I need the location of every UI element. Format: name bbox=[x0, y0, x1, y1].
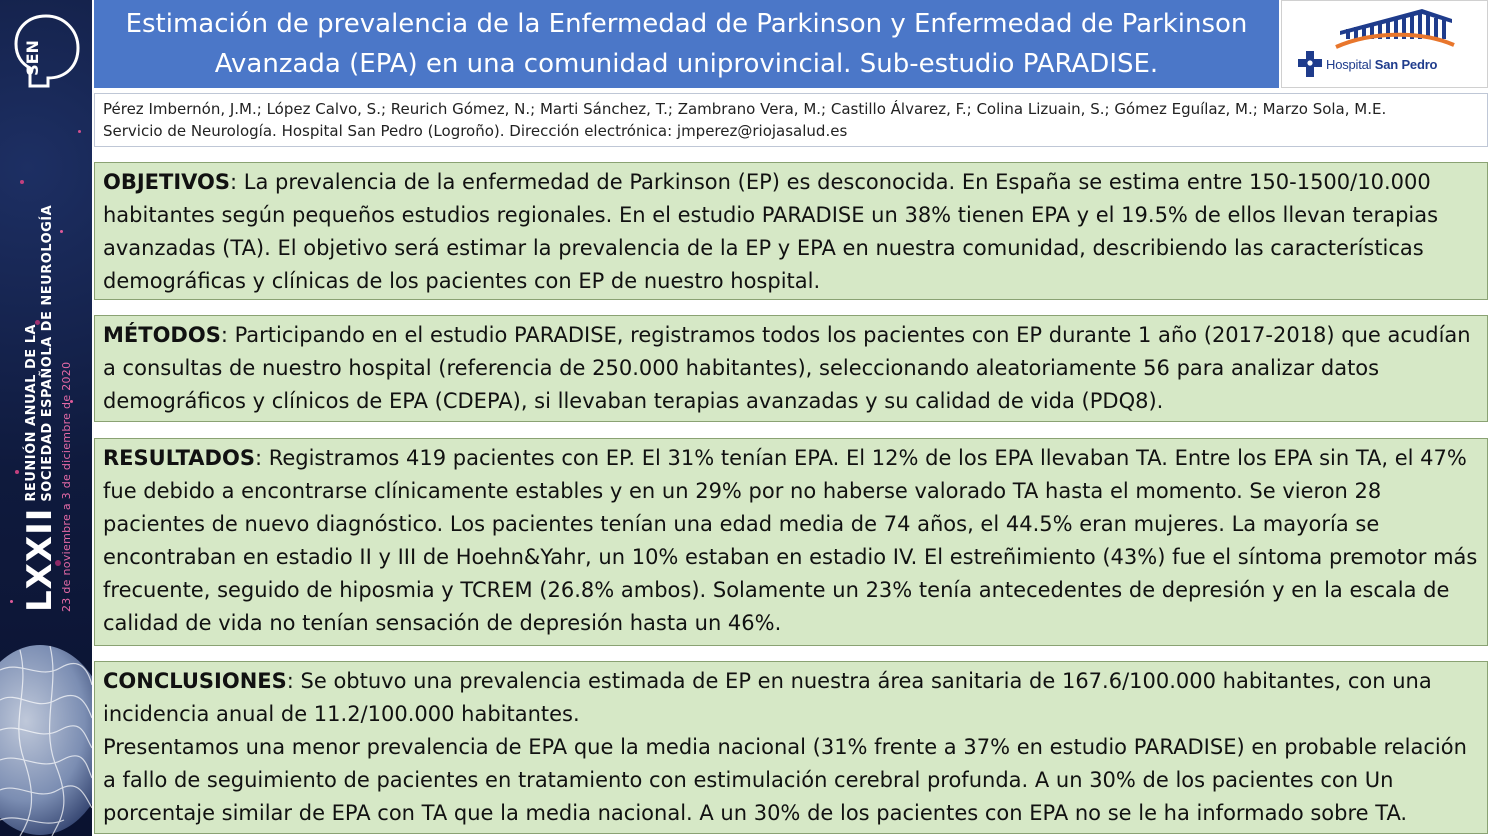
conclusiones-title: CONCLUSIONES bbox=[103, 669, 287, 693]
objetivos-text: : La prevalencia de la enfermedad de Parkinson (EP) es desconocida. En España se estima entre 150-1500/10.000 habitantes según pequeños estudios regionales. En el estudio PARADISE un 38% tienen EPA y el 19.5% de ellos llevan terapias avanzadas (TA). El objetivo será estimar la prevalencia de la EP y EPA en nuestra comunidad, describiendo las características demográficas y clínicas de los pacientes con EP de nuestro hospital. bbox=[103, 170, 1439, 293]
metodos-text: : Participando en el estudio PARADISE, registramos todos los pacientes con EP durante 1 año (2017-2018) que acudían a consultas de nuestro hospital (referencia de 250.000 habitantes), seleccionando aleatoriamente 56 para analizar datos demográficos y clínicos de EPA (CDEPA), si llevaban terapias avanzadas y su calidad de vida (PDQ8). bbox=[103, 323, 1471, 413]
hospital-building-icon bbox=[1282, 1, 1488, 57]
objetivos-paragraph bbox=[103, 166, 1479, 298]
hospital-name bbox=[1326, 57, 1437, 72]
brain-illustration-icon bbox=[0, 630, 92, 836]
metodos-paragraph bbox=[103, 319, 1479, 418]
congress-edition: LXXII bbox=[20, 507, 60, 612]
hospital-logo bbox=[1281, 0, 1488, 88]
congress-title bbox=[6, 202, 90, 612]
author-list: Pérez Imbernón, J.M.; López Calvo, S.; Reurich Gómez, N.; Marti Sánchez, T.; Zambrano Vera, M.; Castillo Álvarez, F.; Colina Lizuain, S.; Gómez Eguílaz, M.; Marzo Sola, M.E. bbox=[103, 100, 1387, 118]
poster-title-line1: Estimación de prevalencia de la Enfermedad de Parkinson y Enfermedad de Parkinson bbox=[125, 9, 1248, 39]
congress-dates: 23 de noviembre a 3 de diciembre de 2020 bbox=[60, 361, 73, 612]
metodos-title: MÉTODOS bbox=[103, 323, 221, 347]
sen-logo bbox=[8, 10, 84, 94]
medical-cross-icon bbox=[1298, 51, 1322, 77]
conclusiones-paragraph-2: Presentamos una menor prevalencia de EPA que la media nacional (31% frente a 37% en estudio PARADISE) en probable relación a fallo de seguimiento de pacientes en tratamiento con estimulación cerebral profunda. A un 30% de los pacientes con Un porcentaje similar de EPA con TA que la media nacional. A un 30% de los pacientes con EPA no se le ha informado sobre TA. bbox=[103, 735, 1467, 825]
sen-logo-text: SEN bbox=[23, 40, 42, 76]
objetivos-title: OBJETIVOS bbox=[103, 170, 231, 194]
section-metodos bbox=[94, 315, 1488, 422]
resultados-text: : Registramos 419 pacientes con EP. El 31% tenían EPA. El 12% de los EPA llevaban TA. Entre los EPA sin TA, el 47% fue debido a encontrarse clínicamente estables y en un 29% por no haberse valorado TA hasta el momento. Se vieron 28 pacientes de nuevo diagnóstico. Los pacientes tenían una edad media de 74 años, el 44.5% eran mujeres. La mayoría se encontraban en estadio II y III de Hoehn&Yahr, un 10% estaban en estadio IV. El estreñimiento (43%) fue el síntoma premotor más frecuente, seguido de hiposmia y TCREM (26.8% ambos). Solamente un 23% tenía antecedentes de depresión y en la escala de calidad de vida no tenían sensación de depresión hasta un 46%. bbox=[103, 446, 1478, 635]
poster-title bbox=[94, 0, 1279, 88]
hospital-name-part2: San Pedro bbox=[1374, 57, 1438, 72]
conclusiones-paragraph bbox=[103, 665, 1479, 731]
section-resultados bbox=[94, 438, 1488, 646]
section-conclusiones bbox=[94, 661, 1488, 834]
authors-box bbox=[94, 93, 1488, 147]
poster-title-line2: Avanzada (EPA) en una comunidad uniprovincial. Sub-estudio PARADISE. bbox=[214, 49, 1159, 79]
congress-line2: SOCIEDAD ESPAÑOLA DE NEUROLOGÍA bbox=[40, 204, 55, 502]
congress-line1: REUNIÓN ANUAL DE LA bbox=[24, 323, 39, 502]
resultados-paragraph bbox=[103, 442, 1479, 640]
hospital-name-part1: Hospital bbox=[1326, 57, 1372, 72]
section-objetivos bbox=[94, 162, 1488, 300]
conclusiones-text: : Se obtuvo una prevalencia estimada de EP en nuestra área sanitaria de 167.6/100.000 habitantes, con una incidencia anual de 11.2/100.000 habitantes. bbox=[103, 669, 1432, 726]
resultados-title: RESULTADOS bbox=[103, 446, 255, 470]
affiliation: Servicio de Neurología. Hospital San Pedro (Logroño). Dirección electrónica: jmperez@riojasalud.es bbox=[103, 122, 848, 140]
congress-sidebar bbox=[0, 0, 92, 836]
